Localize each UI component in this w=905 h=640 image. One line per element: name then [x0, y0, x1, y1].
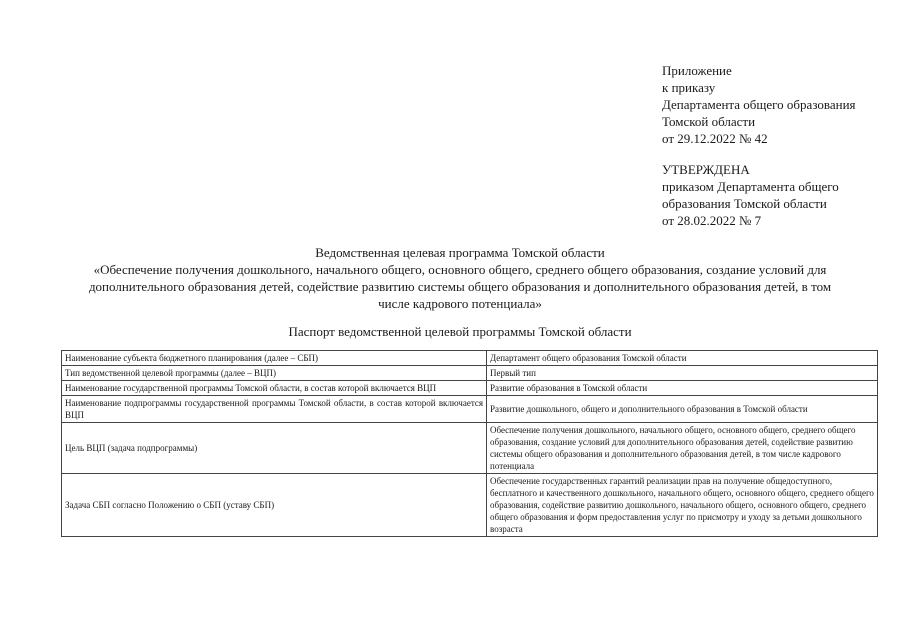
program-title-line: Ведомственная целевая программа Томской области — [315, 245, 605, 260]
approved-line: от 28.02.2022 № 7 — [662, 213, 762, 228]
program-title — [40, 244, 880, 312]
table-row — [62, 396, 878, 423]
approved-line: образования Томской области — [662, 196, 827, 211]
row-value: Развитие образования в Томской области — [487, 381, 878, 396]
row-value: Развитие дошкольного, общего и дополнительного образования в Томской области — [487, 396, 878, 423]
table-row — [62, 381, 878, 396]
table-row — [62, 351, 878, 366]
row-label: Задача СБП согласно Положению о СБП (уставу СБП) — [62, 474, 487, 537]
approval-line: Томской области — [662, 114, 756, 129]
row-value: Департамент общего образования Томской области — [487, 351, 878, 366]
approval-line: от 29.12.2022 № 42 — [662, 131, 768, 146]
approved-line: приказом Департамента общего — [662, 179, 839, 194]
row-value: Первый тип — [487, 366, 878, 381]
row-label: Тип ведомственной целевой программы (далее – ВЦП) — [62, 366, 487, 381]
approved-line: УТВЕРЖДЕНА — [662, 162, 750, 177]
program-title-line: «Обеспечение получения дошкольного, начального общего, основного общего, среднего общего образования, создание условий для — [93, 262, 827, 277]
approval-spacer — [662, 147, 902, 161]
row-value: Обеспечение государственных гарантий реализации прав на получение общедоступного, бесплатного и качественного дошкольного, начального общего, основного общего, среднего общего образования, содействие развитию дошкольного, начального общего, основного общего, среднего общего образования и форм предоставления услуг по присмотру и уходу за детьми дошкольного возраста — [487, 474, 878, 537]
passport-table — [61, 350, 878, 537]
table-row — [62, 423, 878, 474]
program-title-line: дополнительного образования детей, содействие развитию системы общего образования и дополнительного образования детей, в том — [88, 279, 832, 294]
table-row — [62, 474, 878, 537]
row-label: Наименование субъекта бюджетного планирования (далее – СБП) — [62, 351, 487, 366]
row-label: Наименование государственной программы Томской области, в состав которой включается ВЦП — [62, 381, 487, 396]
approval-block — [662, 62, 902, 229]
passport-title: Паспорт ведомственной целевой программы Томской области — [288, 324, 632, 339]
row-label: Цель ВЦП (задача подпрограммы) — [62, 423, 487, 474]
row-label: Наименование подпрограммы государственной программы Томской области, в состав которой включается ВЦП — [62, 396, 487, 423]
program-title-line: числе кадрового потенциала» — [378, 296, 542, 311]
approval-line: к приказу — [662, 80, 716, 95]
approval-line: Приложение — [662, 63, 732, 78]
table-row — [62, 366, 878, 381]
row-value: Обеспечение получения дошкольного, начального общего, основного общего, среднего общего образования, создание условий для дополнительного образования детей, содействие развитию системы общего образования и дополнительного образования детей, в том числе кадрового потенциала — [487, 423, 878, 474]
approval-line: Департамента общего образования — [662, 97, 856, 112]
